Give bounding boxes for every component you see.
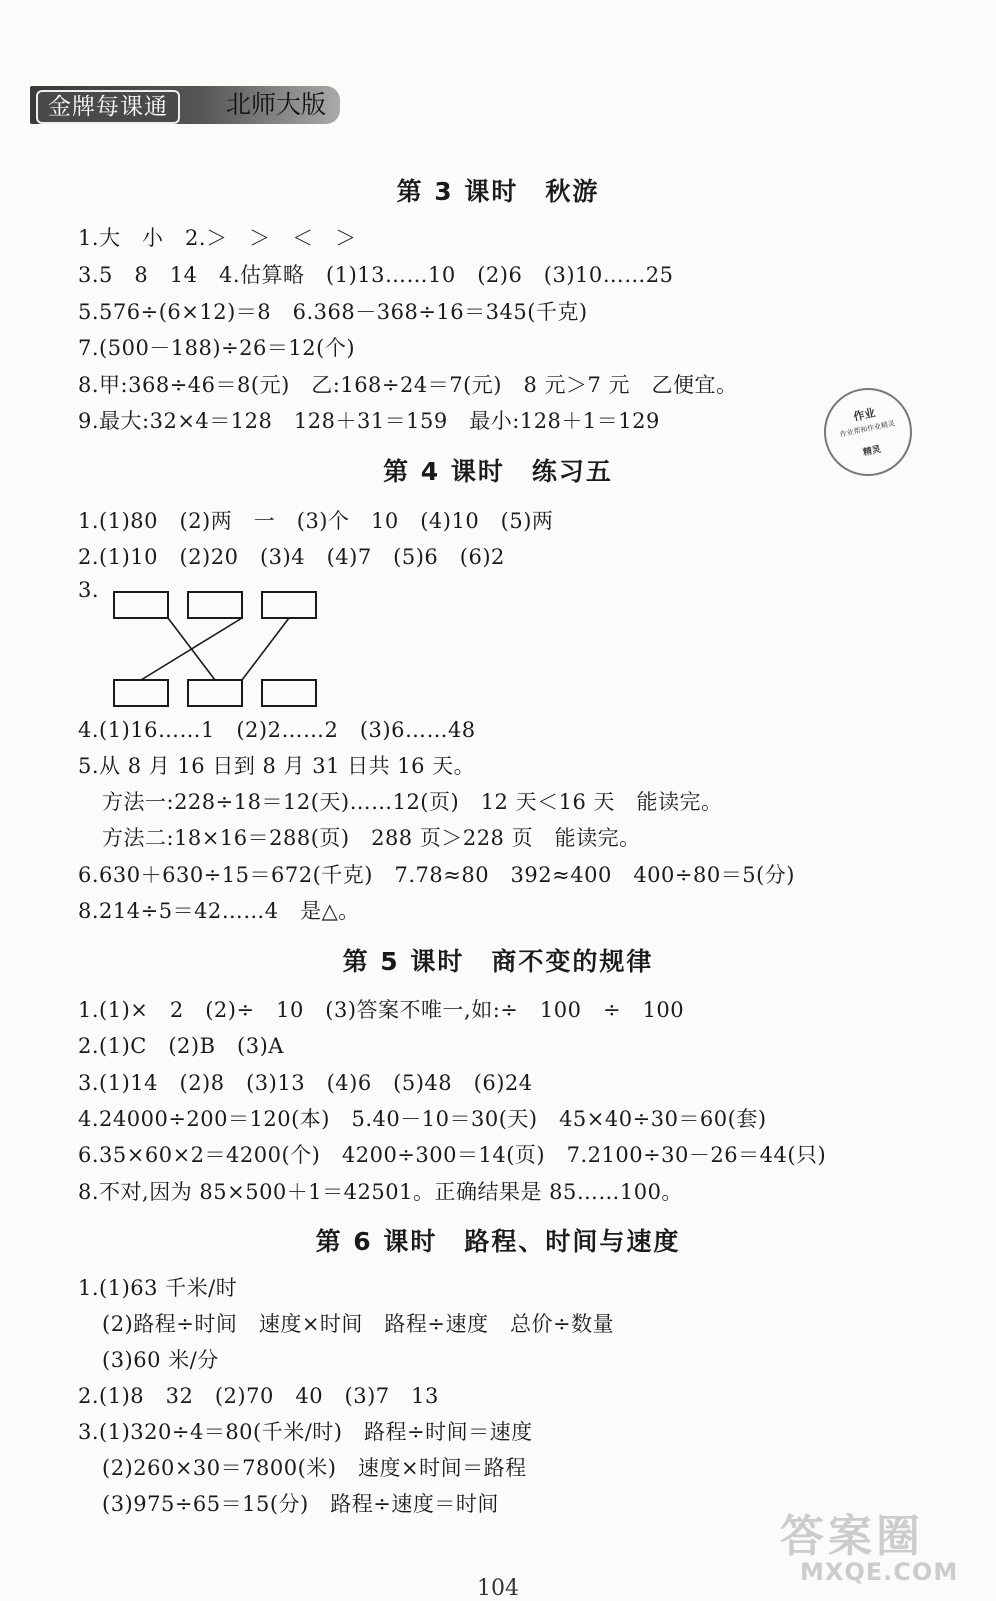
answer-line: 方法一:228÷18＝12(天)……12(页) 12 天＜16 天 能读完。 bbox=[102, 790, 723, 814]
answer-line: 方法二:18×16＝288(页) 288 页＞228 页 能读完。 bbox=[102, 826, 641, 850]
bottom-box-3 bbox=[262, 680, 316, 706]
section-title-lesson-5: 第 5 课时 商不变的规律 bbox=[342, 947, 654, 976]
answer-line: 9.最大:32×4＝128 128＋31＝159 最小:128＋1＝129 bbox=[78, 409, 660, 433]
answer-line: (2)260×30＝7800(米) 速度×时间＝路程 bbox=[102, 1456, 527, 1480]
answer-line: 3.(1)14 (2)8 (3)13 (4)6 (5)48 (6)24 bbox=[78, 1071, 533, 1095]
stamp-text-bottom: 精灵 bbox=[862, 444, 883, 459]
connector-line bbox=[242, 618, 289, 680]
series-brand-label: 金牌每课通 bbox=[36, 90, 180, 124]
answer-line: 5.从 8 月 16 日到 8 月 31 日共 16 天。 bbox=[78, 754, 476, 778]
connector-line bbox=[141, 618, 242, 680]
answer-line: 1.大 小 2.＞ ＞ ＜ ＞ bbox=[78, 226, 357, 250]
answer-line: 4.(1)16……1 (2)2……2 (3)6……48 bbox=[78, 718, 476, 742]
top-box-3 bbox=[262, 592, 316, 618]
answer-line: 3.(1)320÷4＝80(千米/时) 路程÷时间＝速度 bbox=[78, 1420, 533, 1444]
header-banner bbox=[30, 86, 340, 124]
answer-line: 1.(1)80 (2)两 一 (3)个 10 (4)10 (5)两 bbox=[78, 509, 554, 533]
answer-line: 6.35×60×2＝4200(个) 4200÷300＝14(页) 7.2100÷30－26＝44(只) bbox=[78, 1143, 827, 1167]
answer-line: 5.576÷(6×12)＝8 6.368－368÷16＝345(千克) bbox=[78, 300, 588, 324]
section-title-lesson-3: 第 3 课时 秋游 bbox=[396, 177, 600, 206]
answer-line: 3. bbox=[78, 578, 100, 602]
matching-lines-diagram bbox=[108, 590, 328, 710]
answer-line: 7.(500－188)÷26＝12(个) bbox=[78, 336, 356, 360]
page-number: 104 bbox=[477, 1576, 519, 1601]
stamp-text-top: 作业 bbox=[852, 406, 877, 424]
answer-line: 6.630＋630÷15＝672(千克) 7.78≈80 392≈400 400÷80＝5(分) bbox=[78, 863, 795, 887]
answer-line: (2)路程÷时间 速度×时间 路程÷速度 总价÷数量 bbox=[102, 1312, 615, 1336]
answer-line: 4.24000÷200＝120(本) 5.40－10＝30(天) 45×40÷30＝60(套) bbox=[78, 1107, 767, 1131]
answer-line: 1.(1)× 2 (2)÷ 10 (3)答案不唯一,如:÷ 100 ÷ 100 bbox=[78, 998, 685, 1022]
edition-label: 北师大版 bbox=[226, 90, 327, 119]
section-title-lesson-6: 第 6 课时 路程、时间与速度 bbox=[315, 1227, 681, 1256]
top-box-1 bbox=[114, 592, 168, 618]
section-title-lesson-4: 第 4 课时 练习五 bbox=[383, 457, 613, 486]
bottom-box-2 bbox=[188, 680, 242, 706]
site-watermark bbox=[780, 1500, 958, 1586]
answer-line: 2.(1)C (2)B (3)A bbox=[78, 1034, 284, 1058]
answer-line: 8.甲:368÷46＝8(元) 乙:168÷24＝7(元) 8 元＞7 元 乙便宜。 bbox=[78, 373, 738, 397]
bottom-box-1 bbox=[114, 680, 168, 706]
answer-line: 1.(1)63 千米/时 bbox=[78, 1276, 238, 1300]
watermark-url: MXQE.COM bbox=[800, 1558, 959, 1586]
answer-line: 3.5 8 14 4.估算略 (1)13……10 (2)6 (3)10……25 bbox=[78, 263, 674, 287]
answer-line: 8.不对,因为 85×500＋1＝42501。正确结果是 85……100。 bbox=[78, 1180, 683, 1204]
answer-line: 8.214÷5＝42……4 是△。 bbox=[78, 899, 360, 923]
top-box-2 bbox=[188, 592, 242, 618]
stamp-text-middle: 作业帮和作业精灵 bbox=[839, 419, 896, 439]
answer-line: (3)60 米/分 bbox=[102, 1348, 219, 1372]
answer-line: 2.(1)8 32 (2)70 40 (3)7 13 bbox=[78, 1384, 439, 1408]
answer-line: (3)975÷65＝15(分) 路程÷速度＝时间 bbox=[102, 1492, 499, 1516]
answer-line: 2.(1)10 (2)20 (3)4 (4)7 (5)6 (6)2 bbox=[78, 545, 505, 569]
watermark-text: 答案圈 bbox=[780, 1511, 924, 1562]
